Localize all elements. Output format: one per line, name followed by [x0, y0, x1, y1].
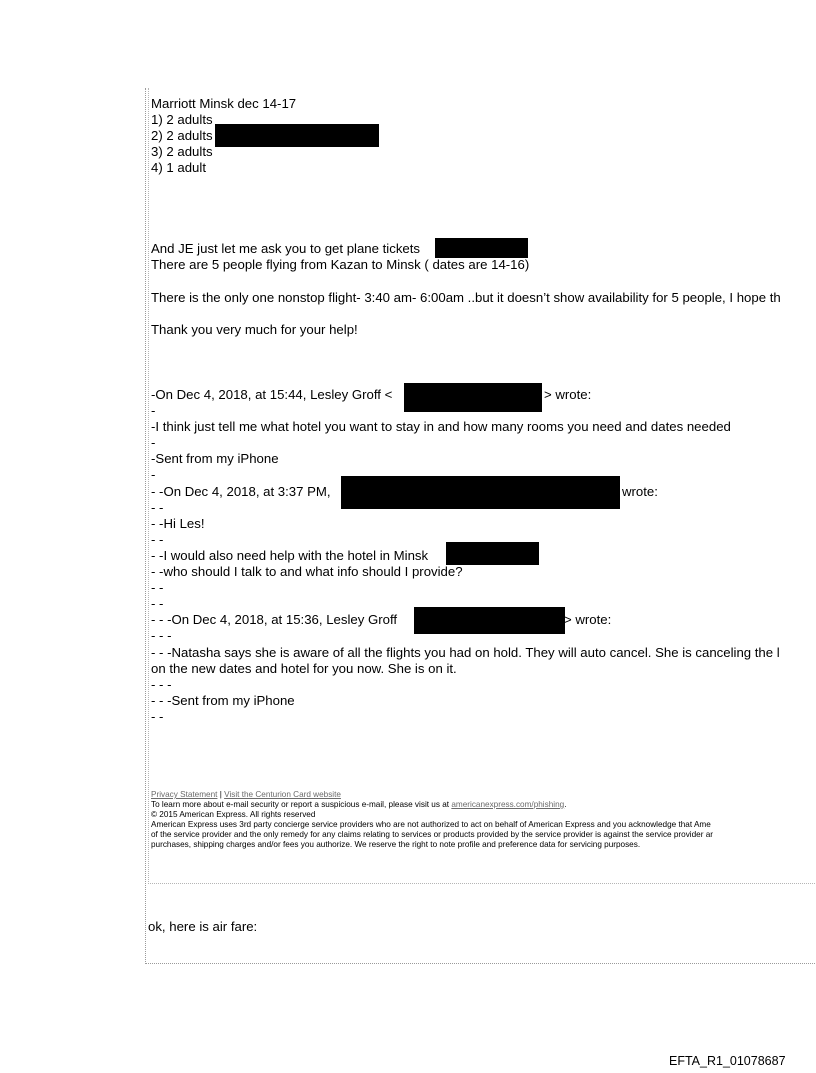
redaction-box [404, 383, 542, 412]
quote-line: -Sent from my iPhone [151, 451, 279, 466]
security-period: . [564, 800, 567, 809]
quote-marker: - - [151, 500, 164, 515]
quote-line: - - -Natasha says she is aware of all the flights you had on hold. They will auto cancel. She is canceling the l [151, 645, 780, 660]
quote-line: on the new dates and hotel for you now. She is on it. [151, 661, 457, 676]
quote-marker: - - [151, 532, 164, 547]
disclaimer-line: purchases, shipping charges and/or fees you authorize. We reserve the right to note profile and preference data for servicing purposes. [151, 840, 641, 849]
quote-marker: - - [151, 596, 164, 611]
redaction-box [435, 238, 528, 258]
quote-header-end: > wrote: [544, 387, 592, 402]
quote-header [151, 387, 392, 403]
quote-header: - - -On Dec 4, 2018, at 15:36, Lesley Groff [151, 612, 398, 627]
reply-line: ok, here is air fare: [148, 919, 258, 934]
quote-line: - -Hi Les! [151, 516, 205, 531]
quote-line: - -I would also need help with the hotel in Minsk [151, 548, 429, 563]
quote-marker: - [151, 435, 156, 450]
footer-links [151, 790, 341, 800]
quote-line: - -who should I talk to and what info should I provide? [151, 564, 463, 579]
disclaimer-line: of the service provider and the only remedy for any claims relating to services or products provided by the service provider is against the service provider ar [151, 830, 714, 839]
quote-header-end: wrote: [622, 484, 658, 499]
request-line: There are 5 people flying from Kazan to Minsk ( dates are 14-16) [151, 257, 530, 272]
room-line: 1) 2 adults [151, 112, 213, 127]
redaction-box [414, 607, 565, 634]
redaction-box [341, 476, 620, 509]
room-line: 2) 2 adults [151, 128, 213, 143]
quote-line: -I think just tell me what hotel you want to stay in and how many rooms you need and dates needed [151, 419, 731, 434]
phishing-link[interactable]: americanexpress.com/phishing [451, 800, 565, 809]
thanks-line: Thank you very much for your help! [151, 322, 358, 337]
quote-marker: - [151, 403, 156, 418]
quote-marker: - - - [151, 677, 172, 692]
privacy-link[interactable]: Privacy Statement [151, 790, 218, 799]
room-line: 3) 2 adults [151, 144, 213, 159]
request-line: There is the only one nonstop flight- 3:40 am- 6:00am ..but it doesn’t show availability for 5 people, I hope th [151, 290, 781, 305]
request-line: And JE just let me ask you to get plane tickets [151, 241, 421, 256]
quote-marker: - - [151, 709, 164, 724]
security-note [151, 800, 566, 810]
quote-marker: - - - [151, 628, 172, 643]
redaction-box [446, 542, 539, 565]
centurion-link[interactable]: Visit the Centurion Card website [224, 790, 341, 799]
quote-line: - - -Sent from my iPhone [151, 693, 295, 708]
quote-marker: - [151, 467, 156, 482]
quote-header-end: > wrote: [564, 612, 612, 627]
quote-header: - -On Dec 4, 2018, at 3:37 PM, [151, 484, 331, 499]
room-line: 4) 1 adult [151, 160, 206, 175]
security-text: To learn more about e-mail security or report a suspicious e-mail, please visit us at [151, 800, 452, 809]
redaction-box [215, 124, 379, 147]
copyright: © 2015 American Express. All rights reserved [151, 810, 316, 819]
link-separator: | [217, 790, 225, 799]
quote-header-start: -On Dec 4, 2018, at 15:44, Lesley Groff < [151, 387, 393, 402]
document-id: EFTA_R1_01078687 [669, 1054, 786, 1068]
disclaimer-line: American Express uses 3rd party concierge service providers who are not authorized to act on behalf of American Express and you acknowledge that Ame [151, 820, 711, 829]
quote-marker: - - [151, 580, 164, 595]
booking-title: Marriott Minsk dec 14-17 [151, 96, 297, 111]
